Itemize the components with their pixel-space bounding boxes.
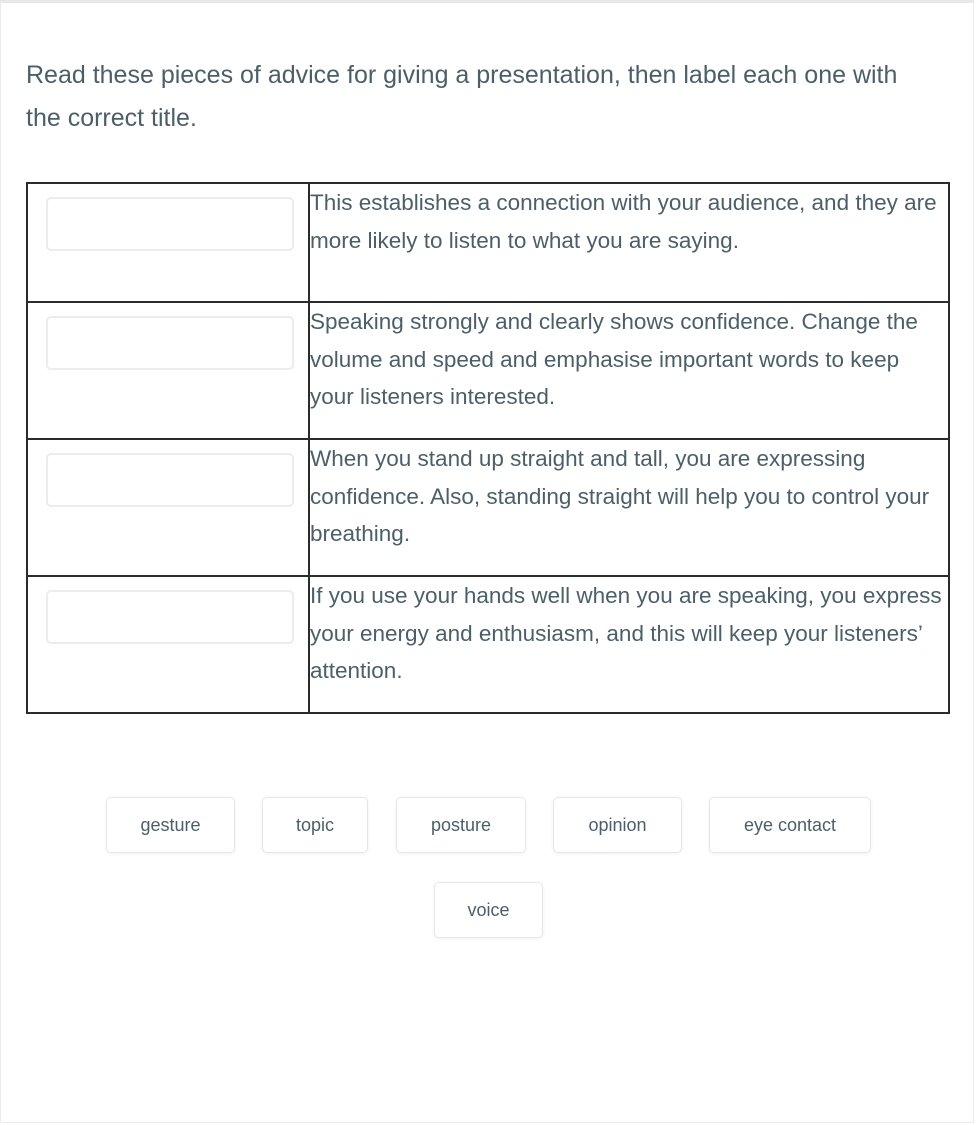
slot-cell <box>27 439 309 576</box>
advice-text-1: This establishes a connection with your audience, and they are more likely to listen to what you are saying. <box>309 183 949 302</box>
slot-cell <box>27 302 309 439</box>
drop-slot-1[interactable] <box>46 197 294 251</box>
slot-cell <box>27 576 309 713</box>
option-chip-voice[interactable]: voice <box>434 882 543 938</box>
drop-slot-2[interactable] <box>46 316 294 370</box>
drop-slot-4[interactable] <box>46 590 294 644</box>
option-chip-posture[interactable]: posture <box>396 797 526 853</box>
instructions-text: Read these pieces of advice for giving a presentation, then label each one with the correct title. <box>26 61 898 132</box>
advice-text-2: Speaking strongly and clearly shows confidence. Change the volume and speed and emphasise important words to keep your listeners interested. <box>309 302 949 439</box>
table-row <box>27 576 949 713</box>
advice-text-4: If you use your hands well when you are speaking, you express your energy and enthusiasm, and this will keep your listeners’ attention. <box>309 576 949 713</box>
option-chip-gesture[interactable]: gesture <box>106 797 235 853</box>
advice-text-3: When you stand up straight and tall, you are expressing confidence. Also, standing straight will help you to control your breathing. <box>309 439 949 576</box>
option-chip-eye-contact[interactable]: eye contact <box>709 797 871 853</box>
slot-cell <box>27 183 309 302</box>
table-row <box>27 183 949 302</box>
table-row <box>27 439 949 576</box>
option-chip-topic[interactable]: topic <box>262 797 368 853</box>
table-row <box>27 302 949 439</box>
drop-slot-3[interactable] <box>46 453 294 507</box>
option-chip-opinion[interactable]: opinion <box>553 797 682 853</box>
advice-table <box>26 182 950 714</box>
